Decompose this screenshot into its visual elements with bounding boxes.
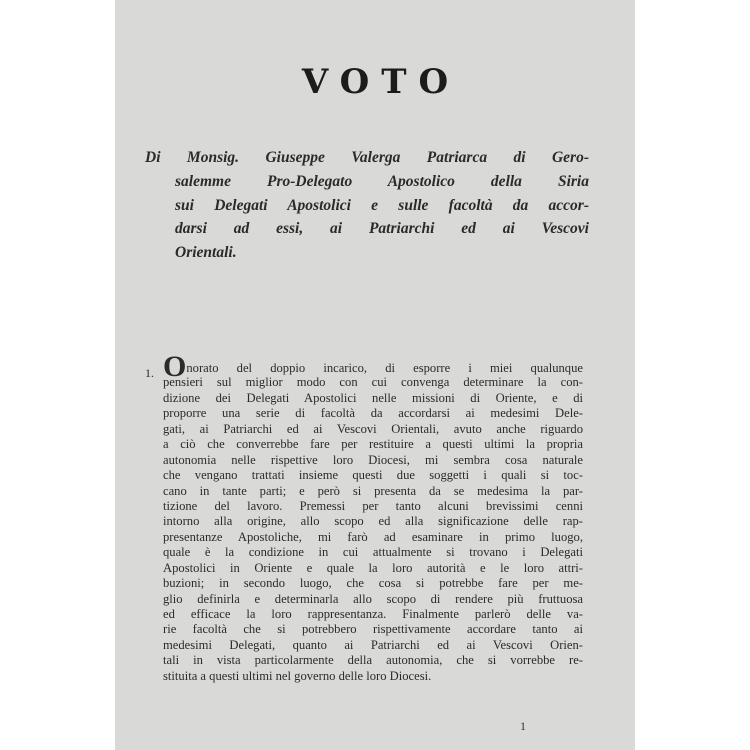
- body-line: glio definirla e determinarla allo scopo di rendere più fruttuosa: [163, 591, 583, 606]
- paragraph-number: 1.: [145, 366, 154, 380]
- subtitle-line: darsi ad essi, ai Patriarchi ed ai Vescovi: [175, 220, 589, 238]
- subtitle-line: sui Delegati Apostolici e sulle facoltà da accor-: [175, 196, 589, 214]
- body-line: dizione dei Delegati Apostolici nelle missioni di Oriente, e di: [163, 390, 583, 405]
- subtitle-line: Di Monsig. Giuseppe Valerga Patriarca di Gero-: [145, 149, 589, 166]
- body-line: tali in vista particolarmente della autonomia, che si vorrebbe re-: [163, 653, 583, 668]
- subtitle-line: Orientali.: [175, 244, 237, 262]
- body-line: presentanze Apostoliche, mi farò ad esaminare in primo luogo,: [163, 529, 583, 544]
- subtitle-line: salemme Pro-Delegato Apostolico della Siria: [175, 172, 589, 190]
- page-number: 1: [520, 719, 526, 733]
- body-line: proporre una serie di facoltà da accordarsi ai medesimi Dele-: [163, 406, 583, 421]
- body-line: ed efficace la loro rappresentanza. Finalmente parlerò delle va-: [163, 607, 583, 621]
- body-line-text: norato del doppio incarico, di esporre i miei qualunque: [186, 361, 583, 375]
- body-line: pensieri sul miglior modo con cui convenga determinare la con-: [163, 375, 583, 390]
- document-page: [115, 0, 635, 750]
- body-line: che vengano trattati insieme questi due soggetti i quali si toc-: [163, 468, 583, 483]
- body-line: buzioni; in secondo luogo, che cosa si potrebbe fare per me-: [163, 576, 583, 591]
- page-title: VOTO: [301, 62, 461, 102]
- subtitle: [145, 146, 589, 265]
- body-paragraph: [145, 350, 583, 684]
- body-line: medesimi Delegati, quanto ai Patriarchi ed ai Vescovi Orien-: [163, 637, 583, 652]
- body-line: Apostolici in Oriente e quale la loro autorità e le loro attri-: [163, 560, 583, 575]
- body-line: tizione del lavoro. Premessi per tanto alcuni brevissimi cenni: [163, 498, 583, 513]
- body-line: quale è la condizione in cui attualmente si trovano i Delegati: [163, 545, 583, 560]
- body-line: a ciò che converrebbe fare per restituire a questi ultimi la propria: [163, 437, 583, 452]
- drop-cap: O: [163, 350, 187, 383]
- body-line: intorno alla origine, allo scopo ed alla significazione delle rap-: [163, 514, 583, 529]
- body-line: autonomia nelle rispettive loro Diocesi, mi sembra cosa naturale: [163, 452, 583, 467]
- body-line: cano in tante parti; e però si presenta da se medesima la par-: [163, 483, 583, 498]
- body-line: rie facoltà che si potrebbero rispettivamente accordare tanto ai: [163, 622, 583, 637]
- body-line: stituita a questi ultimi nel governo delle loro Diocesi.: [163, 668, 432, 683]
- body-line: gati, ai Patriarchi ed ai Vescovi Orientali, avuto anche riguardo: [163, 421, 583, 436]
